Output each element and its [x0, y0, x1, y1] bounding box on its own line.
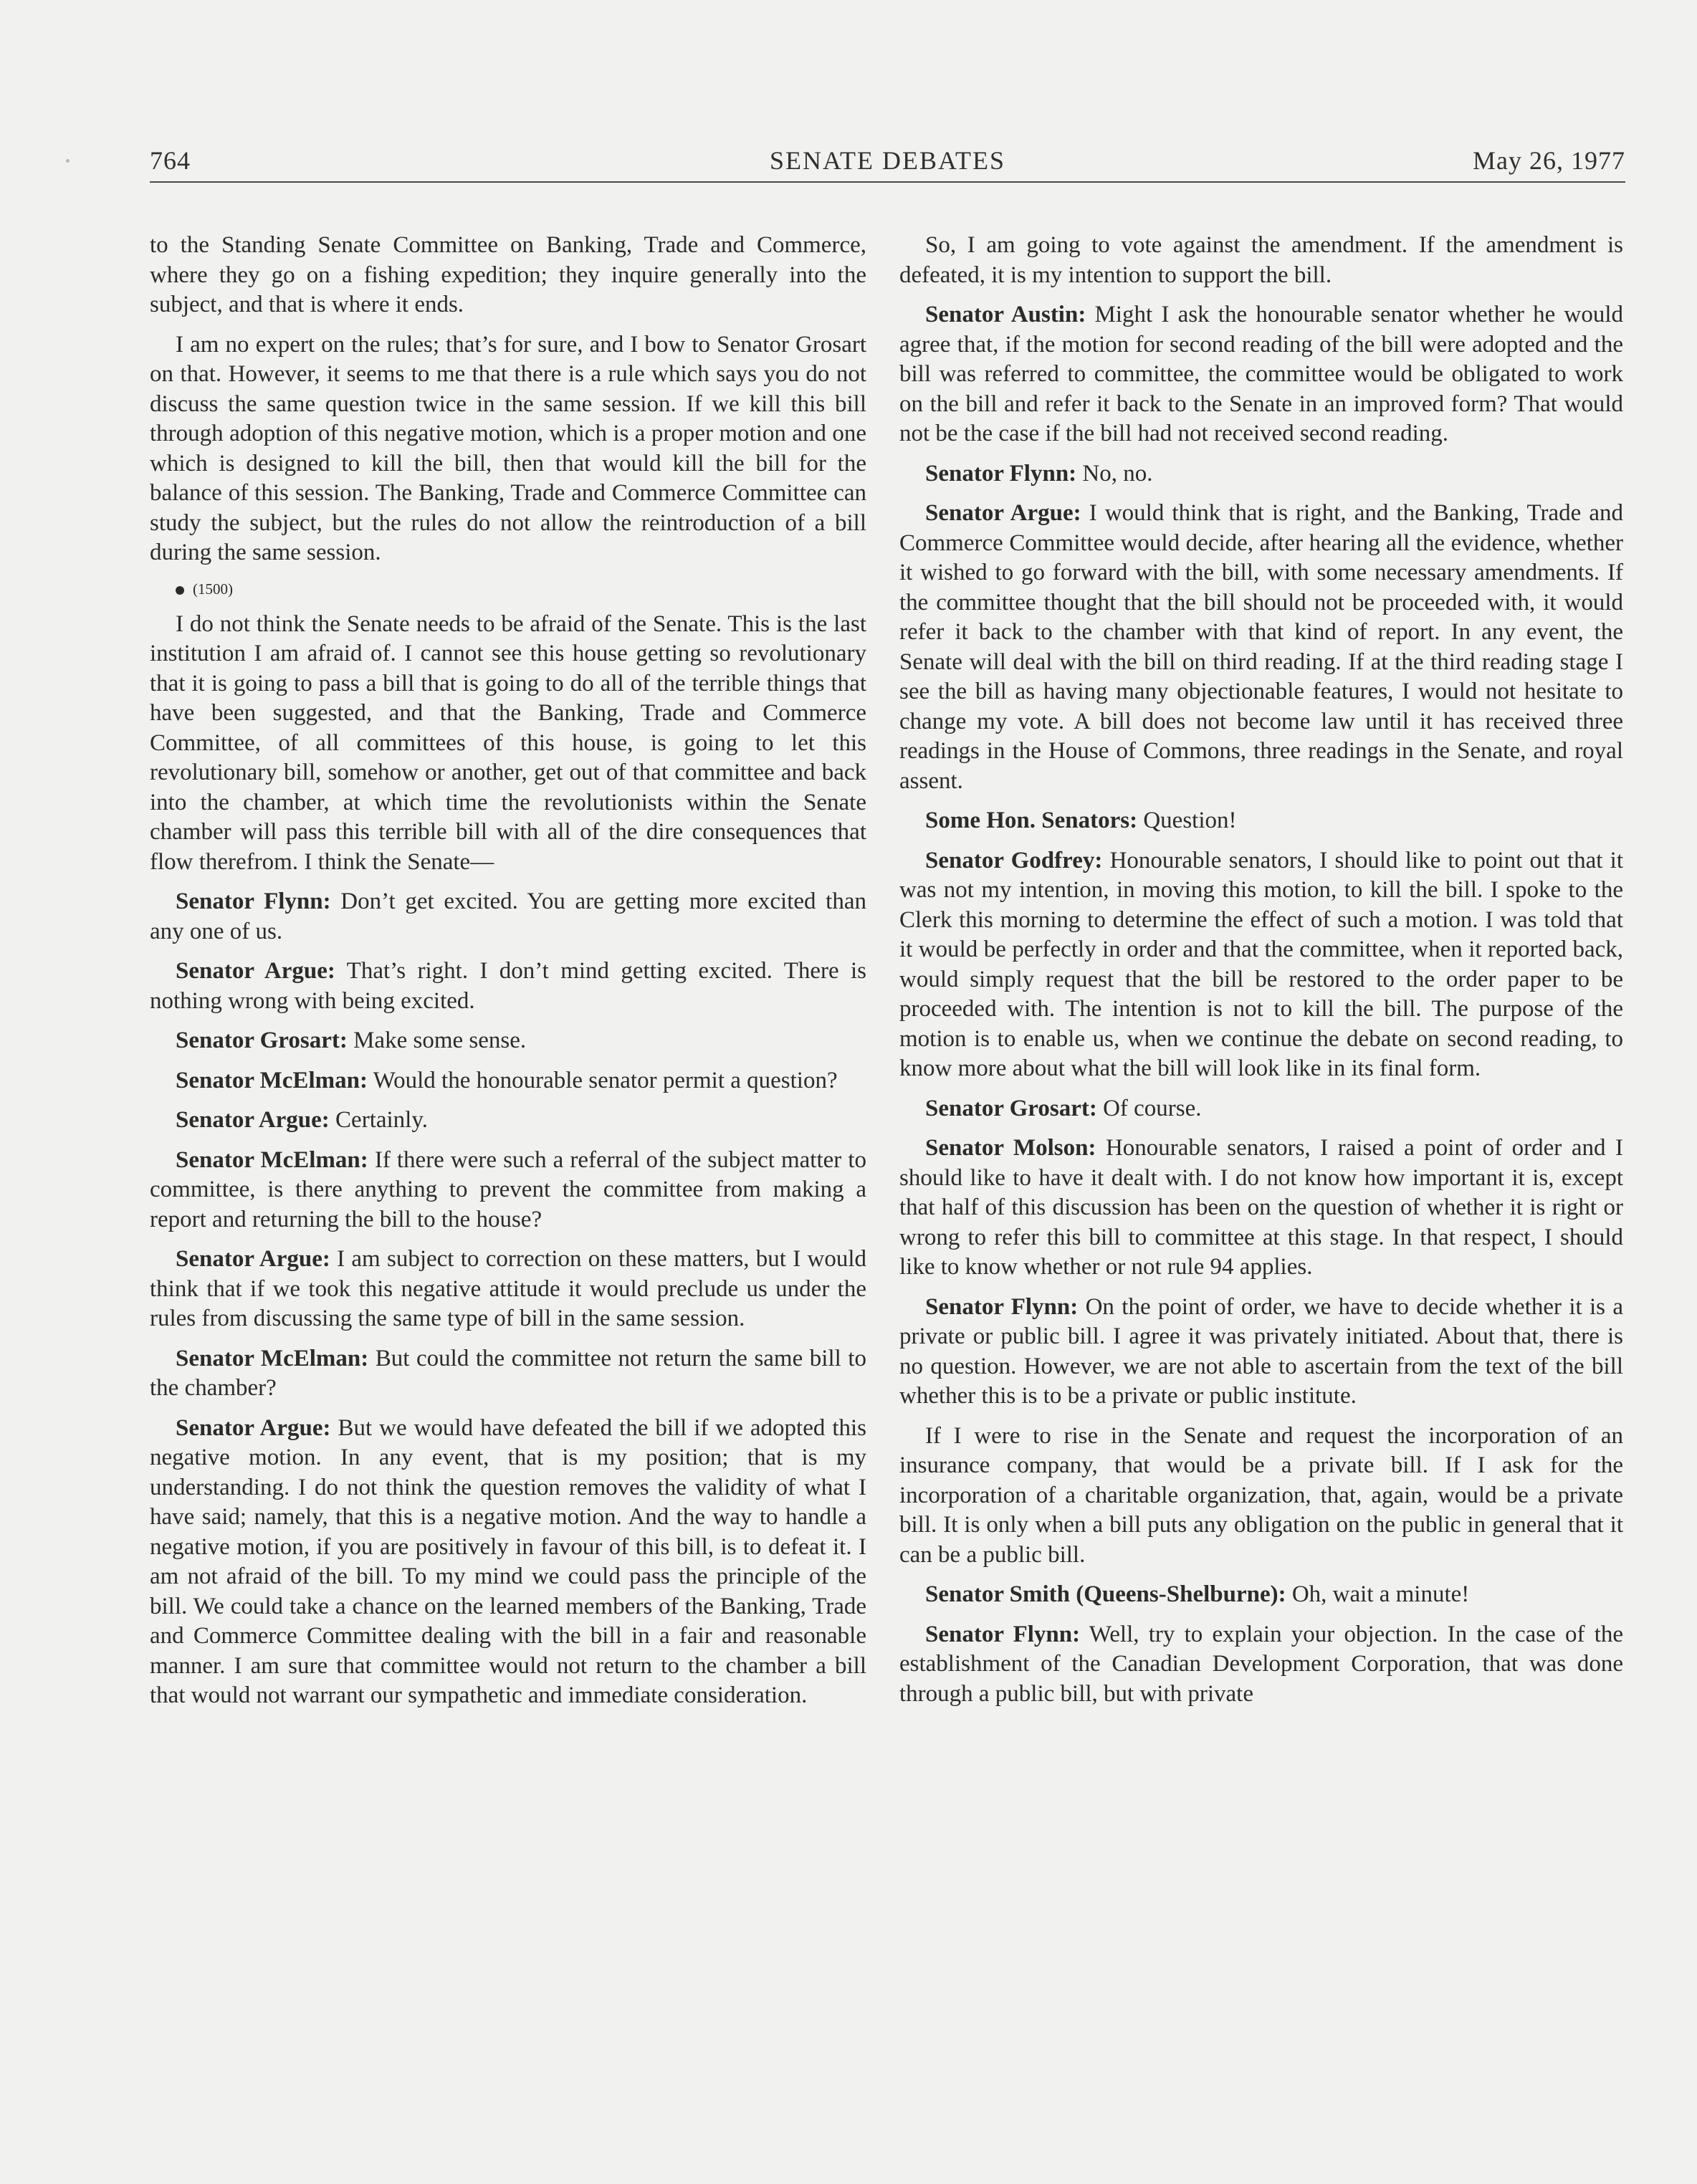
- paragraph: I am no expert on the rules; that’s for sure, and I bow to Senator Grosart on that. However, it seems to me that there is a rule which says you do not discuss the same question twice in the same session. If we kill this bill through adoption of this negative motion, which is a proper motion and one which is designed to kill the bill, then that would kill the bill for the balance of this session. The Banking, Trade and Commerce Committee can study the subject, but the rules do not allow the reintroduction of a bill during the same session.: [150, 331, 866, 565]
- speech-text: Don’t get excited. You are getting more excited than any one of us.: [150, 889, 867, 944]
- speaker-name: Senator Grosart:: [925, 1095, 1097, 1121]
- speaker-name: Senator Flynn:: [925, 1293, 1079, 1320]
- speech: [899, 459, 1623, 489]
- header-rule: [150, 181, 1625, 183]
- speech: [150, 1414, 866, 1711]
- speaker-name: Senator Argue:: [176, 1246, 330, 1272]
- speech-text: Oh, wait a minute!: [1286, 1581, 1470, 1607]
- speaker-name: Senator Austin:: [925, 302, 1086, 327]
- page-header: [150, 145, 1625, 183]
- speaker-name: Senator Argue:: [925, 500, 1081, 526]
- speech-text: Honourable senators, I should like to point out that it was not my intention, in moving this motion, to kill the bill. I spoke to the Clerk this morning to determine the effect of such a motion. I was told that it would be perfectly in order and that the committee, when it reported back, would simply request that the bill be restored to the order paper to be proceeded with. The intention is not to kill the bill. The purpose of the motion is to enable us, when we continue the debate on second reading, to know more about what the bill will look like in its final form.: [899, 847, 1623, 1081]
- speech-text: Might I ask the honourable senator whether he would agree that, if the motion for second reading of the bill were adopted and the bill was referred to committee, the committee would be obligated to work on the bill and refer it back to the Senate in an improved form? That would not be the case if the bill had not received second reading.: [899, 302, 1623, 446]
- speech: [899, 1580, 1623, 1610]
- speech: [150, 887, 866, 947]
- bullet-icon: [176, 586, 184, 595]
- paragraph: So, I am going to vote against the amendment. If the amendment is defeated, it is my intention to support the bill.: [899, 232, 1623, 288]
- speech-text: Honourable senators, I raised a point of order and I should like to have it dealt with. I do not know how important it is, except that half of this discussion has been on the question of whether it is right or wrong to refer this bill to committee at this stage. In that respect, I should like to know whether or not rule 94 applies.: [899, 1135, 1623, 1280]
- speech-text: If there were such a referral of the subject matter to committee, is there anything to prevent the committee from making a report and returning the bill to the house?: [150, 1146, 866, 1232]
- time-marker: [150, 578, 866, 600]
- speaker-name: Senator Godfrey:: [925, 847, 1103, 873]
- speech: [899, 1293, 1623, 1412]
- speech: [899, 1094, 1623, 1124]
- speech: [899, 806, 1623, 836]
- speech: [899, 300, 1623, 449]
- speech-text: Well, try to explain your objection. In the case of the establishment of the Canadian Development Corporation, that was done through a public bill, but with private: [899, 1621, 1624, 1707]
- speaker-name: Senator Smith (Queens-Shelburne):: [925, 1581, 1286, 1607]
- speaker-name: Senator Flynn:: [925, 1621, 1081, 1647]
- speech-text: Would the honourable senator permit a question?: [367, 1067, 838, 1093]
- scan-speck: [66, 159, 70, 163]
- speaker-name: Senator Argue:: [176, 1107, 330, 1133]
- speech-text: But could the committee not return the same bill to the chamber?: [150, 1345, 866, 1401]
- speaker-name: Senator Molson:: [925, 1135, 1096, 1161]
- speech: [899, 846, 1623, 1084]
- speaker-name: Senator Argue:: [176, 958, 335, 984]
- paragraph: If I were to rise in the Senate and request the incorporation of an insurance company, that would be a private bill. If I ask for the incorporation of a charitable organization, that, again, would be a private bill. It is only when a bill puts any obligation on the public in general that it can be a public bill.: [899, 1422, 1623, 1568]
- page-number: 764: [150, 146, 191, 175]
- speech-text: Question!: [1137, 808, 1237, 833]
- speaker-name: Senator Flynn:: [925, 460, 1077, 487]
- speech-text: I am subject to correction on these matters, but I would think that if we took this negative attitude it would preclude us under the rules from discussing the same type of bill in the same session.: [150, 1246, 866, 1331]
- speech-text: On the point of order, we have to decide whether it is a private or public bill. I agree it was privately initiated. About that, there is no question. However, we are not able to ascertain from the text of the bill whether this is to be a private or public institute.: [899, 1293, 1624, 1409]
- speaker-name: Senator Argue:: [176, 1414, 331, 1441]
- speech-text: Make some sense.: [347, 1028, 527, 1053]
- speaker-name: Some Hon. Senators:: [925, 808, 1138, 833]
- speech: [150, 1066, 866, 1096]
- speech: [899, 1620, 1623, 1710]
- speech: [150, 1344, 866, 1404]
- speech-text: Of course.: [1096, 1095, 1202, 1121]
- paragraph: to the Standing Senate Committee on Banking, Trade and Commerce, where they go on a fishing expedition; they inquire generally into the subject, and that is where it ends.: [150, 232, 866, 317]
- speech: [899, 499, 1623, 796]
- speech-text: That’s right. I don’t mind getting excited. There is nothing wrong with being excited.: [150, 958, 866, 1014]
- paragraph: I do not think the Senate needs to be afraid of the Senate. This is the last institution I am afraid of. I cannot see this house getting so revolutionary that it is going to pass a bill that is going to do all of the terrible things that have been suggested, and that the Banking, Trade and Commerce Committee, of all committees of this house, is going to let this revolutionary bill, somehow or another, get out of that committee and back into the chamber, at which time the revolutionists within the Senate chamber will pass this terrible bill with all of the dire consequences that flow therefrom. I think the Senate—: [150, 610, 866, 875]
- speech-text: But we would have defeated the bill if we adopted this negative motion. In any event, that is my position; that is my understanding. I do not think the question removes the validity of what I have said; namely, that this is a negative motion. And the way to handle a negative motion, if you are positively in favour of this bill, is to defeat it. I am not afraid of the bill. To my mind we could pass the principle of the bill. We could take a chance on the learned members of the Banking, Trade and Commerce Committee dealing with the bill in a fair and reasonable manner. I am sure that committee would not return to the chamber a bill that would not warrant our sympathetic and immediate consideration.: [150, 1414, 866, 1708]
- speech: [150, 1146, 866, 1235]
- speech: [150, 1106, 866, 1136]
- speech-text: Certainly.: [329, 1107, 428, 1133]
- speech: [150, 1245, 866, 1334]
- speech-text: No, no.: [1076, 460, 1153, 487]
- issue-date: May 26, 1977: [1473, 146, 1625, 175]
- speech: [150, 1026, 866, 1056]
- speech: [899, 1134, 1623, 1283]
- speaker-name: Senator McElman:: [176, 1146, 368, 1173]
- time-marker-text: (1500): [193, 580, 233, 598]
- speaker-name: Senator Flynn:: [176, 889, 331, 914]
- speech: [150, 957, 866, 1016]
- speech-text: I would think that is right, and the Banking, Trade and Commerce Committee would decide, after hearing all the evidence, whether it wished to go forward with the bill, with some necessary amendments. If the committee thought that the bill should not be proceeded with, it would refer it back to the chamber with that kind of report. In any event, the Senate will deal with the bill on third reading. If at the third reading stage I see the bill as having many objectionable features, I would not hesitate to change my vote. A bill does not become law until it has received three readings in the House of Commons, three readings in the Senate, and royal assent.: [899, 500, 1623, 794]
- speaker-name: Senator McElman:: [176, 1345, 369, 1371]
- journal-title: SENATE DEBATES: [769, 146, 1005, 175]
- speaker-name: Senator McElman:: [176, 1067, 368, 1093]
- right-column: [899, 231, 1623, 1719]
- left-column: [150, 231, 866, 1721]
- speaker-name: Senator Grosart:: [176, 1028, 348, 1053]
